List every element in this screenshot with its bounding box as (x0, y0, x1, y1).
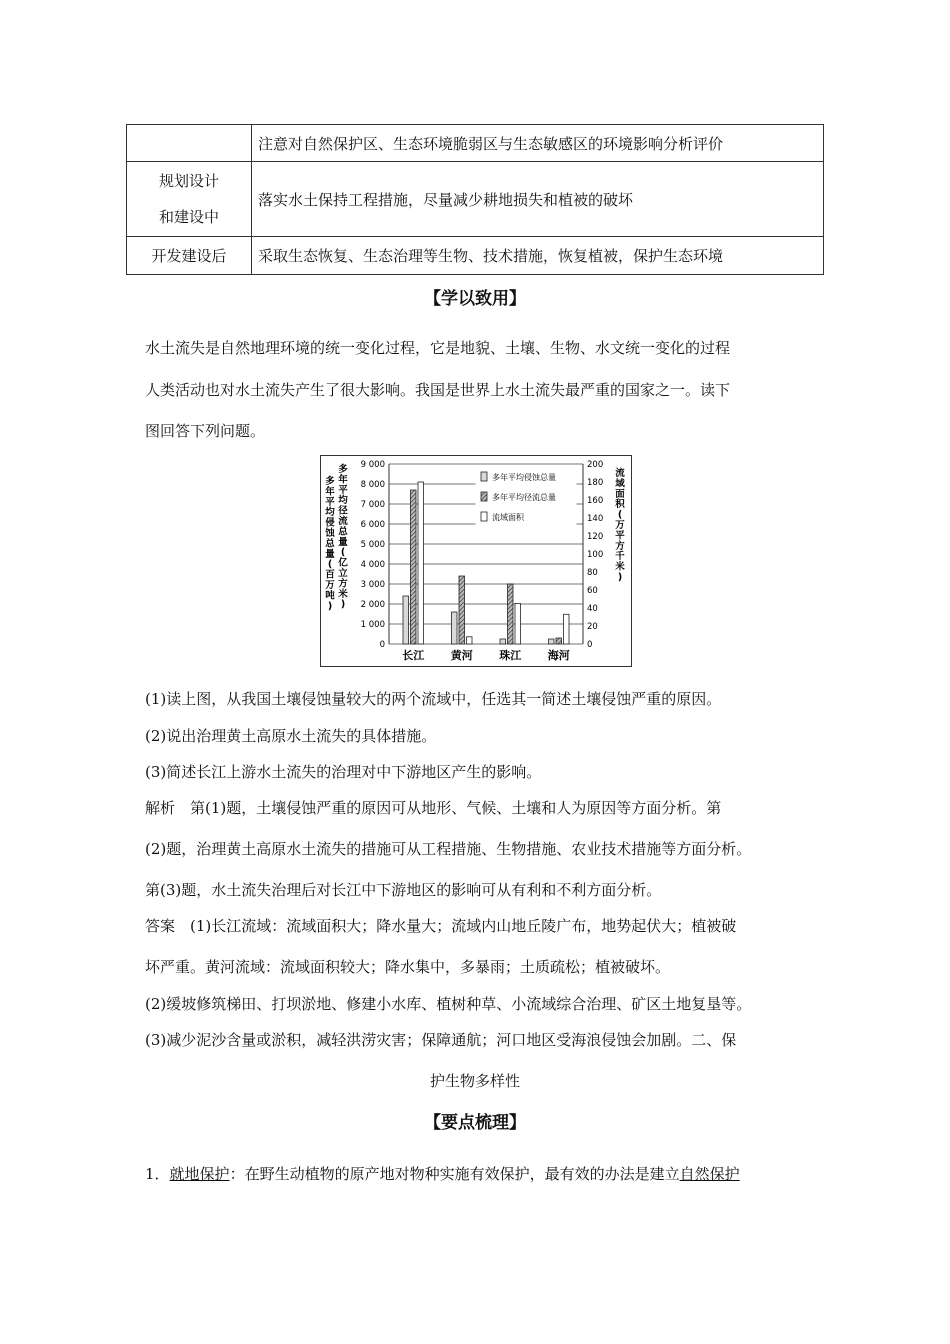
basin-chart (320, 455, 632, 667)
y-tick-left: 7 000 (360, 500, 385, 510)
question: (1)读上图，从我国土壤侵蚀量较大的两个流域中，任选其一简述土壤侵蚀严重的原因。 (145, 690, 722, 708)
bar (403, 596, 409, 644)
point-term: 就地保护 (169, 1165, 230, 1183)
point-term: 自然保护 (679, 1165, 740, 1183)
section-heading: 【学以致用】 (424, 289, 526, 309)
legend-swatch (481, 492, 487, 501)
y-tick-right: 120 (587, 532, 604, 542)
point-number: 1． (145, 1165, 170, 1183)
answer-line: 答案 (1)长江流域：流域面积大；降水量大；流域内山地丘陵广布，地势起伏大；植被破 (145, 917, 737, 935)
question: (2)说出治理黄土高原水土流失的具体措施。 (145, 727, 437, 745)
y-tick-right: 100 (587, 550, 604, 560)
y-tick-left: 8 000 (360, 480, 385, 490)
x-tick-label: 黄河 (450, 649, 473, 662)
bar (549, 639, 555, 644)
analysis-line: (2)题，治理黄土高原水土流失的措施可从工程措施、生物措施、农业技术措施等方面分析。 (145, 840, 752, 858)
bar (411, 490, 417, 644)
y-tick-left: 3 000 (360, 580, 385, 590)
point-text: ：在野生动植物的原产地对物种实施有效保护，最有效的办法是建立 (229, 1165, 680, 1183)
x-tick-label: 长江 (402, 649, 425, 662)
legend-label: 多年平均侵蚀总量 (492, 473, 556, 482)
intro-line: 图回答下列问题。 (145, 422, 266, 440)
stage-line: 和建设中 (158, 208, 219, 226)
x-tick-label: 海河 (547, 649, 570, 662)
y-tick-left: 4 000 (360, 560, 385, 570)
bar (500, 639, 506, 644)
y-tick-right: 40 (587, 604, 598, 614)
bar (418, 482, 424, 644)
y-tick-right: 160 (587, 496, 604, 506)
bar (508, 584, 514, 644)
table-cell-measure: 落实水土保持工程措施，尽量减少耕地损失和植被的破坏 (252, 162, 824, 237)
measures-table (126, 124, 824, 275)
table-cell-stage: 开发建设后 (127, 237, 252, 275)
y-axis-label-right: 流域面积(万平方千米) (615, 468, 625, 583)
y-tick-left: 2 000 (360, 600, 385, 610)
y-axis-label-left: 多年平均径流总量(亿立方米) (338, 464, 348, 611)
analysis-line: 第(3)题，水土流失治理后对长江中下游地区的影响可从有利和不利方面分析。 (145, 881, 662, 899)
bar (556, 638, 562, 644)
y-tick-right: 20 (587, 622, 598, 632)
answer-line: (2)缓坡修筑梯田、打坝淤地、修建小水库、植树种草、小流域综合治理、矿区土地复垦等。 (145, 995, 752, 1013)
answer-line: 护生物多样性 (429, 1072, 520, 1090)
table-cell-measure: 注意对自然保护区、生态环境脆弱区与生态敏感区的环境影响分析评价 (252, 125, 824, 162)
legend-swatch (481, 512, 487, 521)
bar (515, 604, 521, 645)
bar (467, 637, 473, 644)
y-tick-left: 5 000 (360, 540, 385, 550)
bar (459, 576, 465, 644)
y-axis-label-left: 多年平均侵蚀总量(百万吨) (325, 476, 335, 612)
legend-label: 流域面积 (492, 513, 524, 522)
point-item (145, 1163, 740, 1184)
y-tick-right: 200 (587, 460, 604, 470)
legend-swatch (481, 472, 487, 481)
legend-label: 多年平均径流总量 (492, 493, 556, 502)
table-cell-stage (127, 125, 252, 162)
y-tick-left: 0 (379, 640, 385, 650)
y-tick-right: 80 (587, 568, 598, 578)
y-tick-left: 1 000 (360, 620, 385, 630)
intro-line: 水土流失是自然地理环境的统一变化过程，它是地貌、土壤、生物、水文统一变化的过程 (145, 339, 731, 357)
intro-line: 人类活动也对水土流失产生了很大影响。我国是世界上水土流失最严重的国家之一。读下 (145, 381, 731, 399)
y-tick-right: 140 (587, 514, 604, 524)
analysis-line: 解析 第(1)题，土壤侵蚀严重的原因可从地形、气候、土壤和人为原因等方面分析。第 (145, 799, 722, 817)
answer-line: (3)减少泥沙含量或淤积，减轻洪涝灾害；保障通航；河口地区受海浪侵蚀会加剧。二、保 (145, 1031, 737, 1049)
y-tick-right: 0 (587, 640, 593, 650)
stage-line: 规划设计 (158, 172, 219, 190)
table-cell-measure: 采取生态恢复、生态治理等生物、技术措施，恢复植被，保护生态环境 (252, 237, 824, 275)
question: (3)简述长江上游水土流失的治理对中下游地区产生的影响。 (145, 763, 542, 781)
table-cell-stage (127, 162, 252, 237)
bar (452, 612, 458, 644)
bar (564, 614, 570, 644)
y-tick-right: 180 (587, 478, 604, 488)
y-tick-right: 60 (587, 586, 598, 596)
section-heading: 【要点梳理】 (424, 1113, 526, 1133)
x-tick-label: 珠江 (499, 649, 522, 662)
chart-svg (321, 456, 631, 666)
answer-line: 坏严重。黄河流域：流域面积较大；降水集中，多暴雨；土质疏松；植被破坏。 (145, 958, 671, 976)
y-tick-left: 9 000 (360, 460, 385, 470)
y-tick-left: 6 000 (360, 520, 385, 530)
